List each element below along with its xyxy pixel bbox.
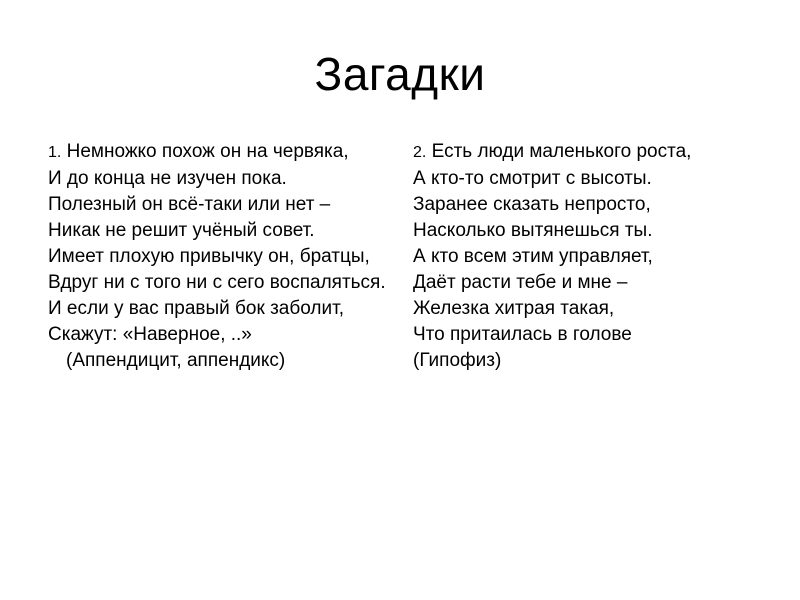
riddle-2-line: Что притаилась в голове [413,324,632,345]
riddle-1-line-text: Немножко похож он на червяка, [66,141,349,162]
riddle-2-line-text: Есть люди маленького роста, [431,141,692,162]
riddle-1-line: Никак не решит учёный совет. [48,220,315,241]
slide-title: Загадки [314,48,486,100]
riddle-1-answer: (Аппендицит, аппендикс) [66,350,286,371]
riddle-1-line: Вдруг ни с того ни с сего воспаляться. [48,272,386,293]
riddle-2-answer: (Гипофиз) [413,350,502,371]
riddle-1-line [48,141,388,163]
riddle-2-line: А кто всем этим управляет, [413,246,653,267]
riddle-2-line: Даёт расти тебе и мне – [413,272,628,293]
riddle-2 [413,141,753,376]
riddle-2-line: Заранее сказать непросто, [413,194,651,215]
riddle-1-line: И до конца не изучен пока. [48,168,287,189]
riddle-2-line: Железка хитрая такая, [413,298,615,319]
riddle-1-line: Полезный он всё-таки или нет – [48,194,331,215]
riddle-2-line: А кто-то смотрит с высоты. [413,168,652,189]
riddle-2-line [413,141,753,163]
riddle-1-line: Скажут: «Наверное, ..» [48,324,252,345]
riddle-1-line: Имеет плохую привычку он, братцы, [48,246,370,267]
riddle-2-number: 2. [413,144,427,161]
riddle-2-line: Насколько вытянешься ты. [413,220,653,241]
riddle-1 [48,141,388,376]
riddle-1-number: 1. [48,144,62,161]
riddle-1-line: И если у вас правый бок заболит, [48,298,344,319]
